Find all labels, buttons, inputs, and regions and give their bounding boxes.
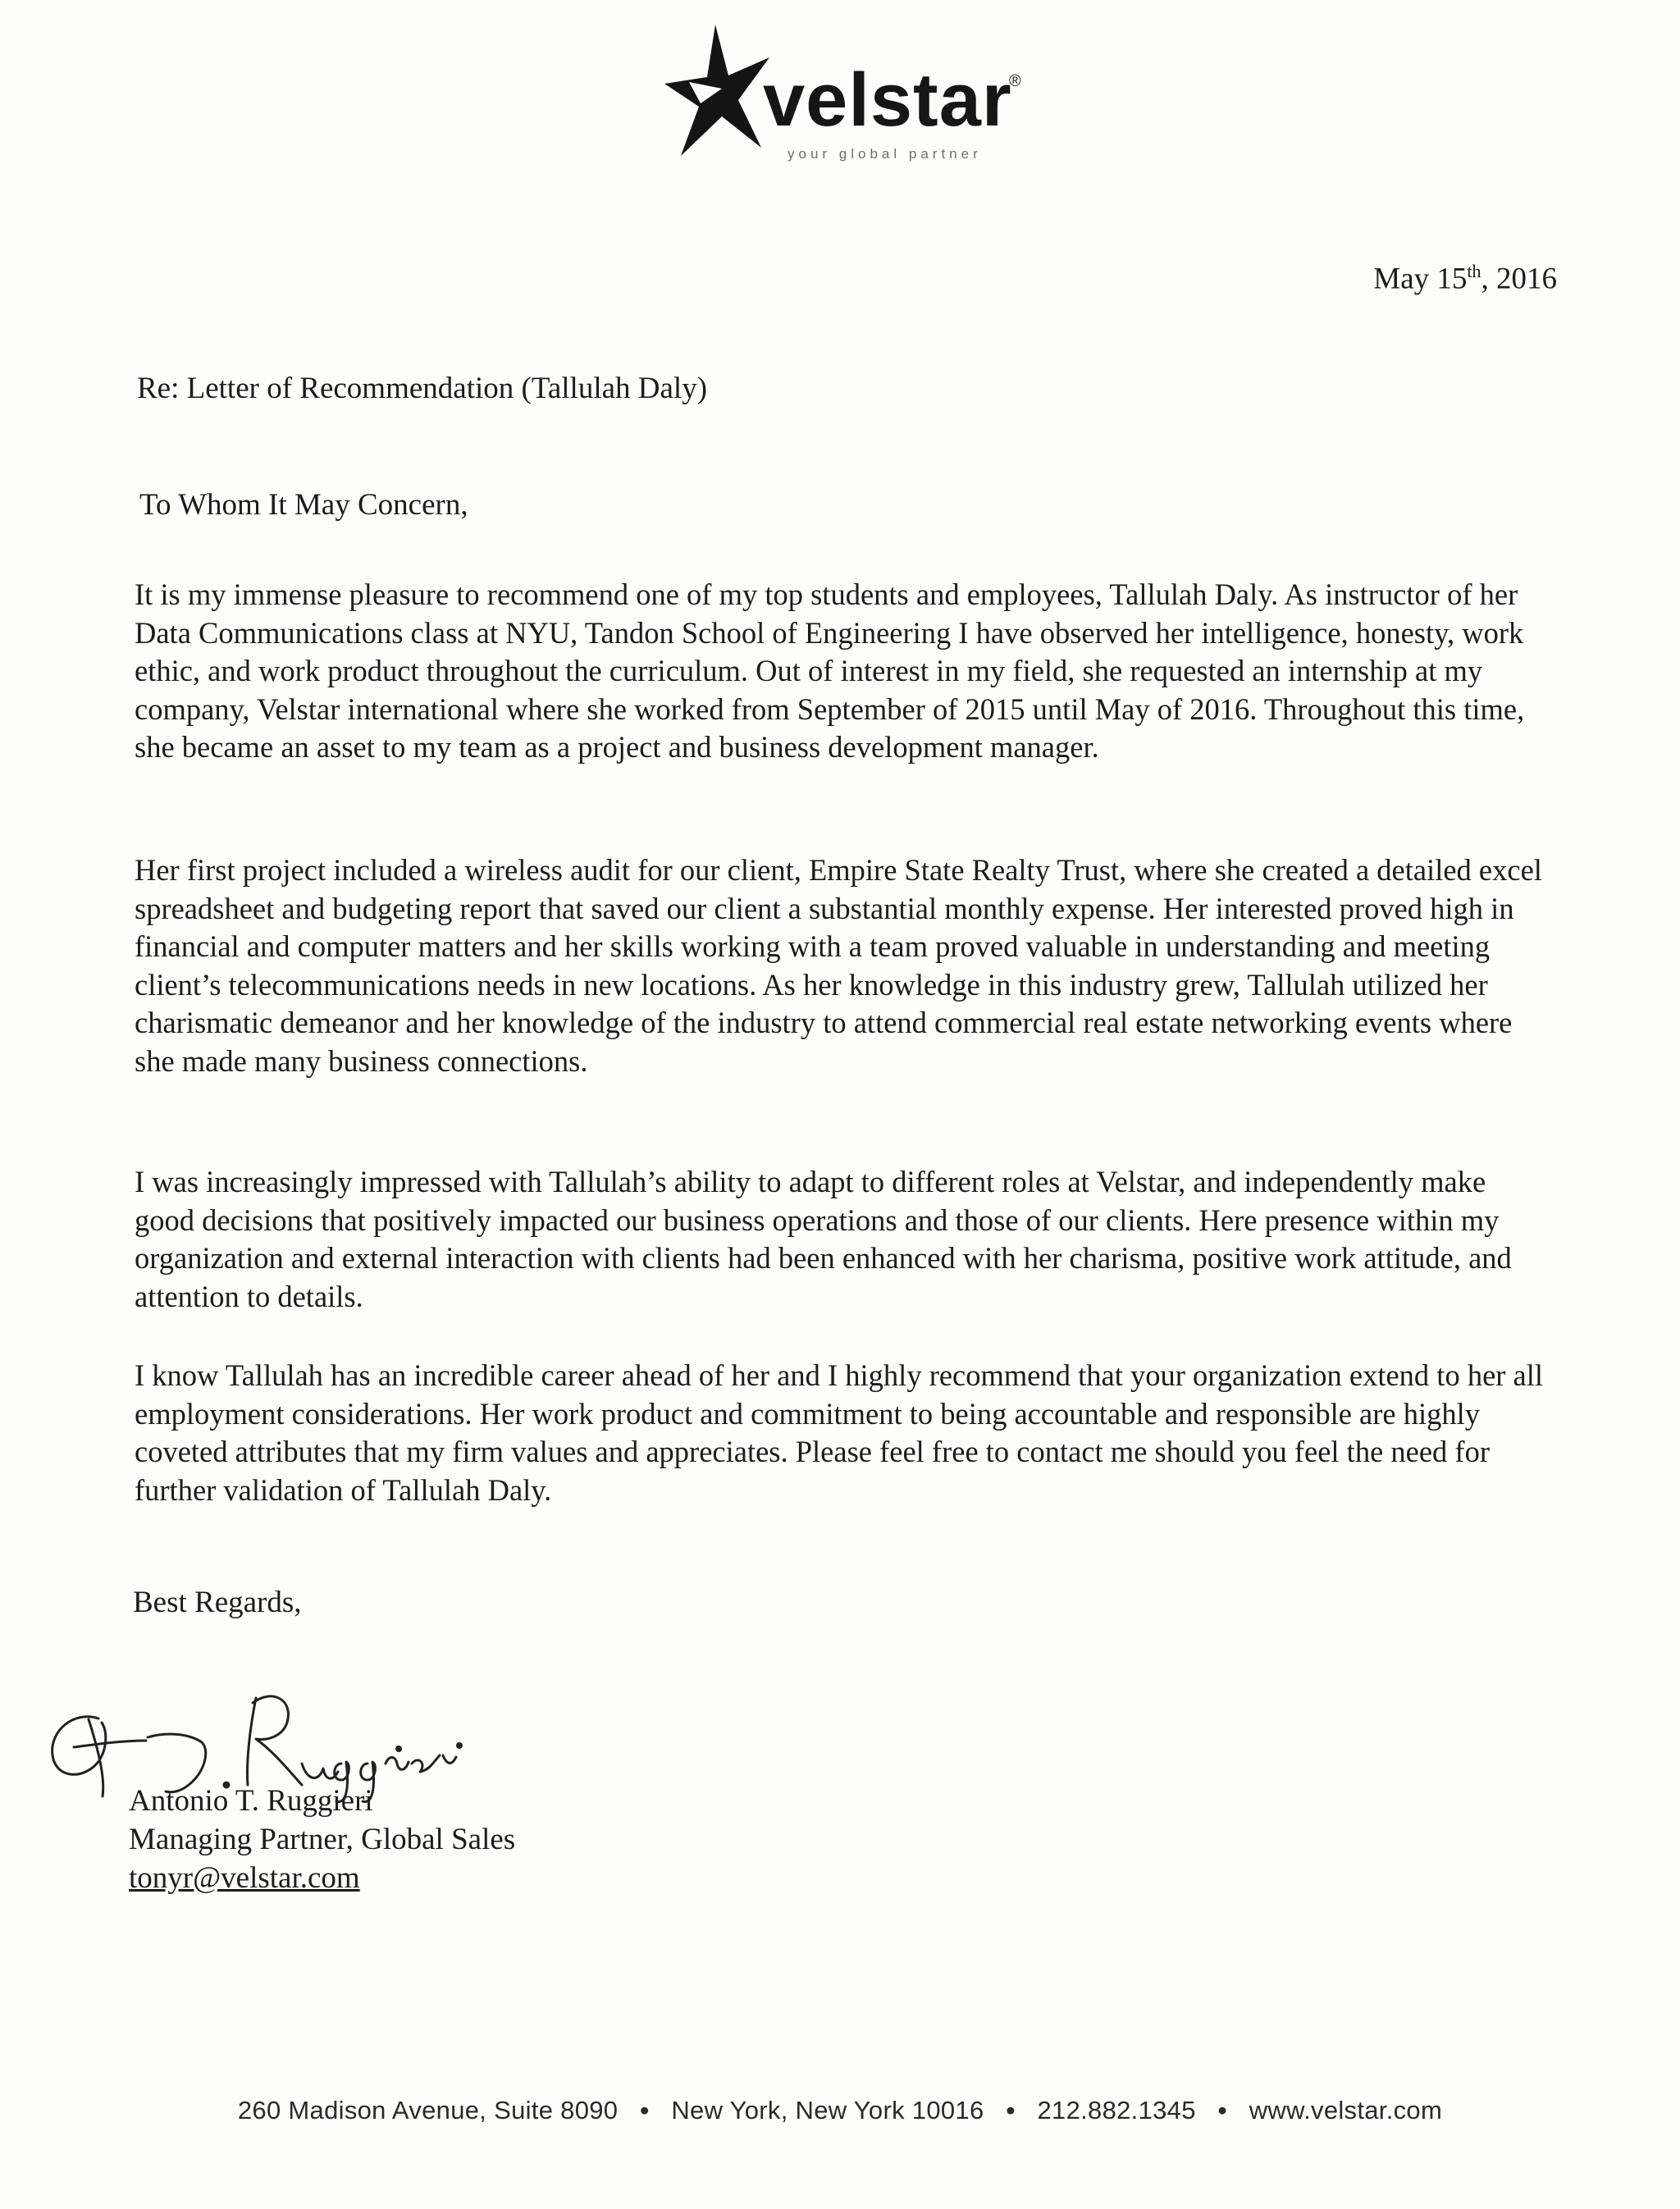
handwritten-signature — [41, 1641, 484, 1805]
letterhead-footer — [0, 2096, 1680, 2125]
footer-separator: • — [1006, 2096, 1016, 2125]
company-wordmark: velstar — [763, 58, 1012, 142]
date-year: , 2016 — [1481, 262, 1557, 296]
letter-date — [1373, 261, 1557, 296]
signer-title: Managing Partner, Global Sales — [129, 1823, 516, 1856]
signer-email-link[interactable]: tonyr@velstar.com — [129, 1861, 360, 1895]
body-paragraph-4: I know Tallulah has an incredible career ahead of her and I highly recommend that your organization extend to her all employment considerations. Her work product and commitment to being accountable and responsible are highly coveted attributes that my firm values and appreciates. Please feel free to contact me should you feel the need for further validation of Tallulah Daly. — [135, 1358, 1544, 1507]
body-paragraph-2: Her first project included a wireless audit for our client, Empire State Realty Trust, where she created a detailed excel spreadsheet and budgeting report that saved our client a substantial monthly expense. Her interested proved high in financial and computer matters and her skills working with a team proved valuable in understanding and meeting client’s telecommunications needs in new locations. As her knowledge in this industry grew, Tallulah utilized her charismatic demeanor and her knowledge of the industry to attend commercial real estate networking events where she made many business connections. — [135, 853, 1542, 1078]
velstar-logo — [664, 25, 1042, 164]
date-suffix: th — [1467, 261, 1481, 281]
footer-separator: • — [1217, 2096, 1227, 2125]
footer-city: New York, New York 10016 — [671, 2096, 984, 2125]
closing: Best Regards, — [133, 1586, 302, 1619]
registered-mark: ® — [1009, 72, 1021, 90]
signer-name: Antonio T. Ruggieri — [129, 1784, 373, 1818]
footer-website[interactable]: www.velstar.com — [1249, 2096, 1443, 2125]
body-paragraph-1: It is my immense pleasure to recommend one of my top students and employees, Tallulah Daly. As instructor of her Data Communications class at NYU, Tandon School of Engineering I have observed her intelligence, honesty, work ethic, and work product throughout the curriculum. Out of interest in my field, she requested an internship at my company, Velstar international where she worked from September of 2015 until May of 2016. Throughout this time, she became an asset to my team as a project and business development manager. — [135, 577, 1525, 764]
footer-separator: • — [640, 2096, 650, 2125]
letter-subject: Re: Letter of Recommendation (Tallulah Daly) — [137, 372, 708, 405]
body-paragraph-3: I was increasingly impressed with Tallulah’s ability to adapt to different roles at Velstar, and independently make good decisions that positively impacted our business operations and those of our clients. Here presence within my organization and external interaction with clients had been enhanced with her charisma, positive work attitude, and attention to details. — [135, 1165, 1512, 1313]
signature-block — [129, 1782, 515, 1897]
date-month-day: May 15 — [1373, 262, 1468, 296]
star-icon — [664, 25, 779, 164]
company-tagline: your global partner — [788, 146, 982, 162]
footer-phone: 212.882.1345 — [1037, 2096, 1196, 2125]
footer-address: 260 Madison Avenue, Suite 8090 — [237, 2096, 619, 2125]
salutation: To Whom It May Concern, — [139, 488, 468, 522]
